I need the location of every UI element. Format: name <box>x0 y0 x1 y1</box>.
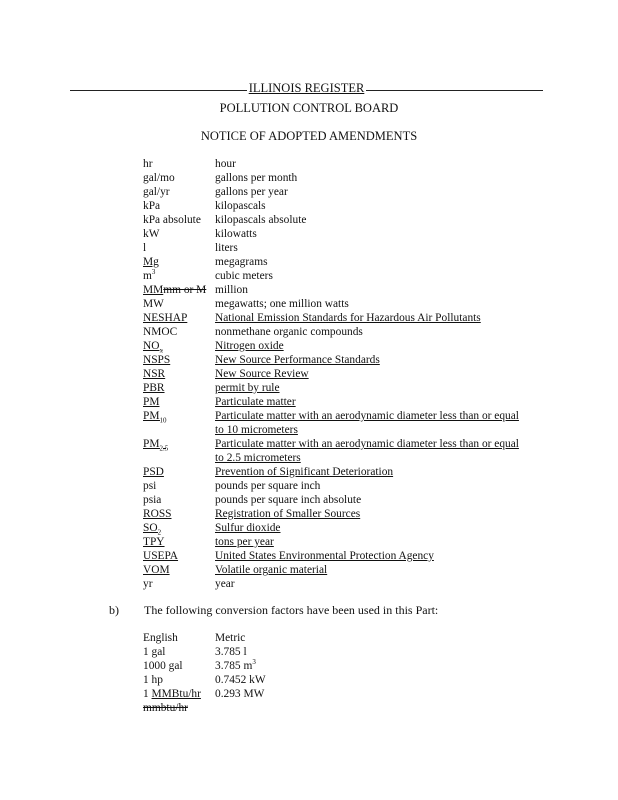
abbr-term: kPa <box>143 200 161 212</box>
abbr-term: yr <box>143 578 153 590</box>
abbr-term: psi <box>143 480 157 492</box>
abbr-def: year <box>215 578 235 590</box>
abbr-term: MW <box>143 298 164 310</box>
abbreviations-table <box>143 157 563 591</box>
abbr-row <box>143 493 563 507</box>
conversion-row <box>143 659 545 673</box>
metric-value: 3.785 $m^3$ <box>215 658 256 672</box>
abbr-term: NSR <box>143 368 166 380</box>
abbr-def: United States Environmental Protection Agency <box>215 550 434 562</box>
metric-value: 0.293 MW <box>215 688 265 700</box>
abbr-term: $PM_{2.5}$ <box>143 438 169 453</box>
abbr-def: Prevention of Significant Deterioration <box>215 466 394 478</box>
abbr-def: Particulate matter with an aerodynamic diameter less than or equal to 10 micrometers <box>215 410 519 436</box>
abbr-def: pounds per square inch absolute <box>215 494 362 506</box>
abbr-def: nonmethane organic compounds <box>215 326 363 338</box>
abbr-row <box>143 283 563 297</box>
section-b-label: b) <box>109 603 119 617</box>
abbr-term: $SO_2$ <box>143 522 162 537</box>
abbr-def: New Source Performance Standards <box>215 354 380 366</box>
abbr-row <box>143 199 563 213</box>
abbr-row <box>143 185 563 199</box>
conversion-row <box>143 645 545 659</box>
abbr-term: Mg <box>143 256 159 268</box>
abbr-def: gallons per year <box>215 186 288 198</box>
abbr-def: permit by rule <box>215 382 280 394</box>
abbr-row <box>143 437 563 465</box>
abbr-def: megawatts; one million watts <box>215 298 349 310</box>
abbr-row <box>143 227 563 241</box>
abbr-term: $PM_{10}$ <box>143 410 167 425</box>
abbr-row <box>143 297 563 311</box>
abbr-def: Nitrogen oxide <box>215 340 284 352</box>
abbr-def: megagrams <box>215 256 268 268</box>
abbr-term: gal/mo <box>143 172 175 184</box>
abbr-row <box>143 479 563 493</box>
abbr-row <box>143 507 563 521</box>
abbr-term: PM <box>143 396 160 408</box>
abbr-def: gallons per month <box>215 172 298 184</box>
conversion-header-row <box>143 631 545 645</box>
abbr-term: psia <box>143 494 162 506</box>
abbr-term: hr <box>143 158 153 170</box>
abbr-row <box>143 213 563 227</box>
abbr-def: hour <box>215 158 236 170</box>
english-column-header: English <box>143 632 178 644</box>
abbr-term: l <box>143 242 147 254</box>
abbr-term: NESHAP <box>143 312 188 324</box>
agency-title: POLLUTION CONTROL BOARD <box>219 101 399 115</box>
abbr-row <box>143 535 563 549</box>
abbr-row <box>143 311 563 325</box>
metric-value: 3.785 l <box>215 646 247 658</box>
abbr-term: PSD <box>143 466 164 478</box>
abbr-def: liters <box>215 242 238 254</box>
abbr-row <box>143 269 563 283</box>
abbr-def: million <box>215 284 248 296</box>
abbr-term: MMmm or M <box>143 284 207 296</box>
abbr-term: USEPA <box>143 550 179 562</box>
abbr-def: pounds per square inch <box>215 480 321 492</box>
abbr-def: Volatile organic material <box>215 564 328 576</box>
abbr-def: Particulate matter with an aerodynamic diameter less than or equal to 2.5 micrometers <box>215 438 519 464</box>
abbr-term: gal/yr <box>143 186 170 198</box>
abbr-row <box>143 381 563 395</box>
metric-value: 0.7452 kW <box>215 674 266 686</box>
metric-column-header: Metric <box>215 632 246 644</box>
abbr-term: PBR <box>143 382 165 394</box>
abbr-term: $m^3$ <box>143 268 156 282</box>
abbr-def: Sulfur dioxide <box>215 522 281 534</box>
english-value: 1 MMBtu/hr <box>143 688 201 700</box>
abbr-term: VOM <box>143 564 170 576</box>
notice-title: NOTICE OF ADOPTED AMENDMENTS <box>200 129 418 143</box>
abbr-row <box>143 577 563 591</box>
abbr-row <box>143 549 563 563</box>
abbr-term: NMOC <box>143 326 178 338</box>
conversion-table <box>143 631 545 715</box>
conversion-row <box>143 687 545 701</box>
abbr-def: Particulate matter <box>215 396 296 408</box>
abbr-term: NSPS <box>143 354 171 366</box>
abbr-row <box>143 521 563 535</box>
abbr-def: Registration of Smaller Sources <box>215 508 361 520</box>
abbr-def: cubic meters <box>215 270 273 282</box>
register-header: ILLINOIS REGISTER <box>248 81 365 95</box>
abbr-row <box>143 409 563 437</box>
abbr-row <box>143 465 563 479</box>
abbr-row <box>143 367 563 381</box>
abbr-row <box>143 241 563 255</box>
abbr-def: kilopascals absolute <box>215 214 307 226</box>
abbr-term: kPa absolute <box>143 214 201 226</box>
abbr-row <box>143 395 563 409</box>
abbr-row <box>143 157 563 171</box>
abbr-term: ROSS <box>143 508 172 520</box>
abbr-row <box>143 353 563 367</box>
section-b-text: The following conversion factors have been used in this Part: <box>144 603 439 617</box>
register-header-rule <box>70 78 543 95</box>
abbr-row <box>143 325 563 339</box>
english-value: 1 hp <box>143 674 163 686</box>
abbr-def: kilopascals <box>215 200 266 212</box>
abbr-row <box>143 339 563 353</box>
section-b <box>109 603 438 617</box>
abbr-def: National Emission Standards for Hazardous Air Pollutants <box>215 312 481 324</box>
abbr-row <box>143 171 563 185</box>
abbr-term: kW <box>143 228 160 240</box>
abbr-row <box>143 563 563 577</box>
english-value: 1 gal <box>143 646 166 658</box>
abbr-term: $NO_x$ <box>143 340 163 355</box>
abbr-def: kilowatts <box>215 228 257 240</box>
abbr-def: tons per year <box>215 536 274 548</box>
abbr-term: TPY <box>143 536 165 548</box>
struck-english-value: mmbtu/hr <box>143 702 188 714</box>
abbr-def: New Source Review <box>215 368 309 380</box>
english-value: 1000 gal <box>143 660 183 672</box>
abbr-row <box>143 255 563 269</box>
conversion-row <box>143 701 545 715</box>
conversion-row <box>143 673 545 687</box>
